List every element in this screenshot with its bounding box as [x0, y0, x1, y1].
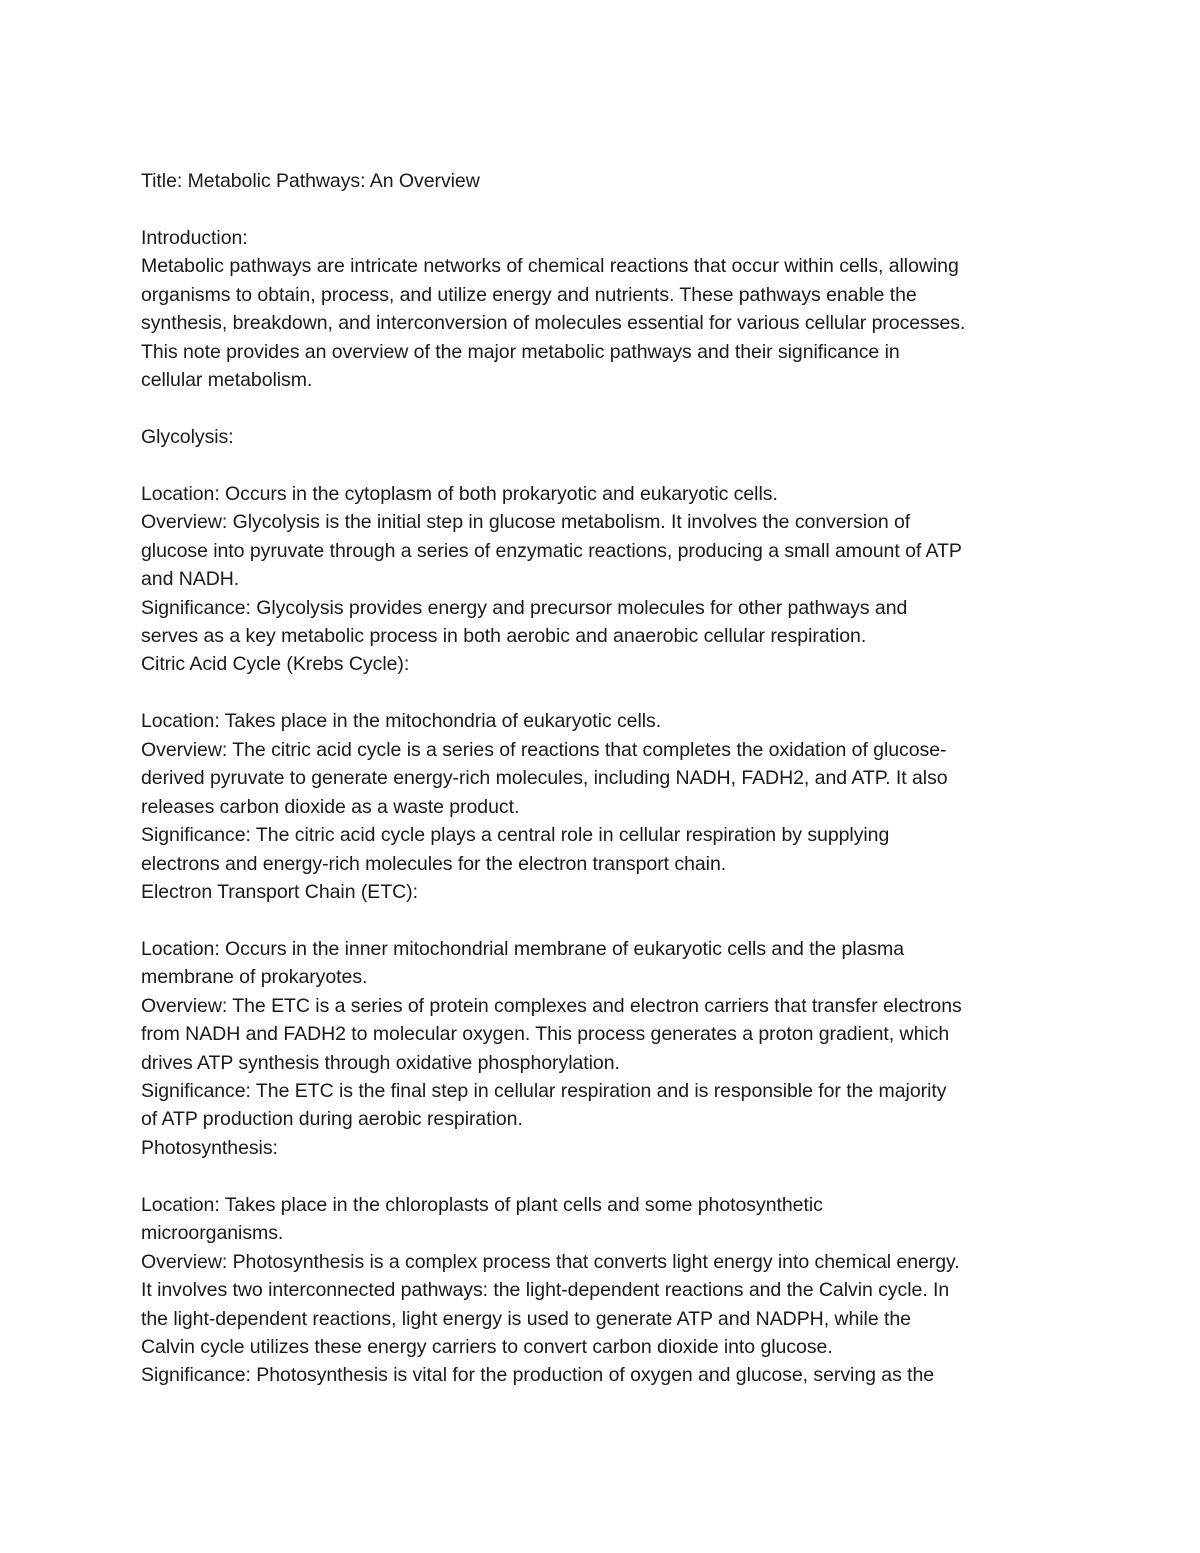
photosynthesis-line: It involves two interconnected pathways: the light-dependent reactions and the Calvin cycle. In — [141, 1279, 950, 1302]
introduction-line: cellular metabolism. — [141, 369, 313, 392]
introduction-line: organisms to obtain, process, and utilize energy and nutrients. These pathways enable the — [141, 283, 917, 306]
glycolysis-heading: Glycolysis: — [141, 425, 234, 448]
photosynthesis-line: Significance: Photosynthesis is vital for the production of oxygen and glucose, serving as the — [141, 1364, 935, 1387]
spacer — [141, 906, 1071, 934]
spacer — [141, 195, 1071, 223]
etc-line: Location: Occurs in the inner mitochondrial membrane of eukaryotic cells and the plasma — [141, 937, 905, 960]
glycolysis-line: serves as a key metabolic process in both aerobic and anaerobic cellular respiration. — [141, 625, 867, 647]
introduction-line: Metabolic pathways are intricate networks of chemical reactions that occur within cells, allowing — [141, 255, 959, 278]
etc-line: from NADH and FADH2 to molecular oxygen. This process generates a proton gradient, which — [141, 1023, 950, 1046]
etc-line: Significance: The ETC is the final step in cellular respiration and is responsible for the majority — [141, 1080, 947, 1102]
glycolysis-line: and NADH. — [141, 568, 240, 591]
citric-acid-cycle-heading: Citric Acid Cycle (Krebs Cycle): — [141, 653, 410, 676]
glycolysis-line: Overview: Glycolysis is the initial step in glucose metabolism. It involves the conversion of — [141, 511, 911, 534]
citric-acid-cycle-line: Location: Takes place in the mitochondria of eukaryotic cells. — [141, 710, 662, 733]
citric-acid-cycle-line: Overview: The citric acid cycle is a series of reactions that completes the oxidation of glucose- — [141, 738, 947, 761]
spacer — [141, 451, 1071, 479]
introduction-line: This note provides an overview of the major metabolic pathways and their significance in — [141, 340, 900, 363]
citric-acid-cycle-line: Significance: The citric acid cycle plays a central role in cellular respiration by supplying — [141, 824, 890, 847]
document-body — [141, 167, 1071, 1390]
photosynthesis-line: Calvin cycle utilizes these energy carriers to convert carbon dioxide into glucose. — [141, 1335, 833, 1358]
glycolysis-line: Significance: Glycolysis provides energy and precursor molecules for other pathways and — [141, 596, 908, 619]
document-title: Title: Metabolic Pathways: An Overview — [141, 170, 480, 192]
citric-acid-cycle-line: releases carbon dioxide as a waste product. — [141, 795, 520, 818]
introduction-line: synthesis, breakdown, and interconversion of molecules essential for various cellular processes. — [141, 312, 966, 335]
photosynthesis-line: the light-dependent reactions, light energy is used to generate ATP and NADPH, while the — [141, 1307, 911, 1330]
spacer — [141, 679, 1071, 707]
photosynthesis-heading: Photosynthesis: — [141, 1136, 278, 1159]
introduction-heading: Introduction: — [141, 226, 248, 249]
spacer — [141, 395, 1071, 423]
citric-acid-cycle-line: derived pyruvate to generate energy-rich molecules, including NADH, FADH2, and ATP. It also — [141, 767, 948, 790]
photosynthesis-line: microorganisms. — [141, 1222, 284, 1245]
etc-line: Overview: The ETC is a series of protein complexes and electron carriers that transfer electrons — [141, 994, 962, 1017]
spacer — [141, 1162, 1071, 1190]
photosynthesis-line: Location: Takes place in the chloroplasts of plant cells and some photosynthetic — [141, 1193, 823, 1216]
etc-line: drives ATP synthesis through oxidative phosphorylation. — [141, 1051, 620, 1074]
citric-acid-cycle-line: electrons and energy-rich molecules for the electron transport chain. — [141, 852, 727, 875]
glycolysis-line: Location: Occurs in the cytoplasm of both prokaryotic and eukaryotic cells. — [141, 482, 778, 505]
etc-heading: Electron Transport Chain (ETC): — [141, 880, 418, 903]
glycolysis-line: glucose into pyruvate through a series of enzymatic reactions, producing a small amount of ATP — [141, 539, 962, 562]
etc-line: membrane of prokaryotes. — [141, 966, 368, 989]
etc-line: of ATP production during aerobic respiration. — [141, 1108, 523, 1131]
photosynthesis-line: Overview: Photosynthesis is a complex process that converts light energy into chemical energy. — [141, 1250, 960, 1273]
